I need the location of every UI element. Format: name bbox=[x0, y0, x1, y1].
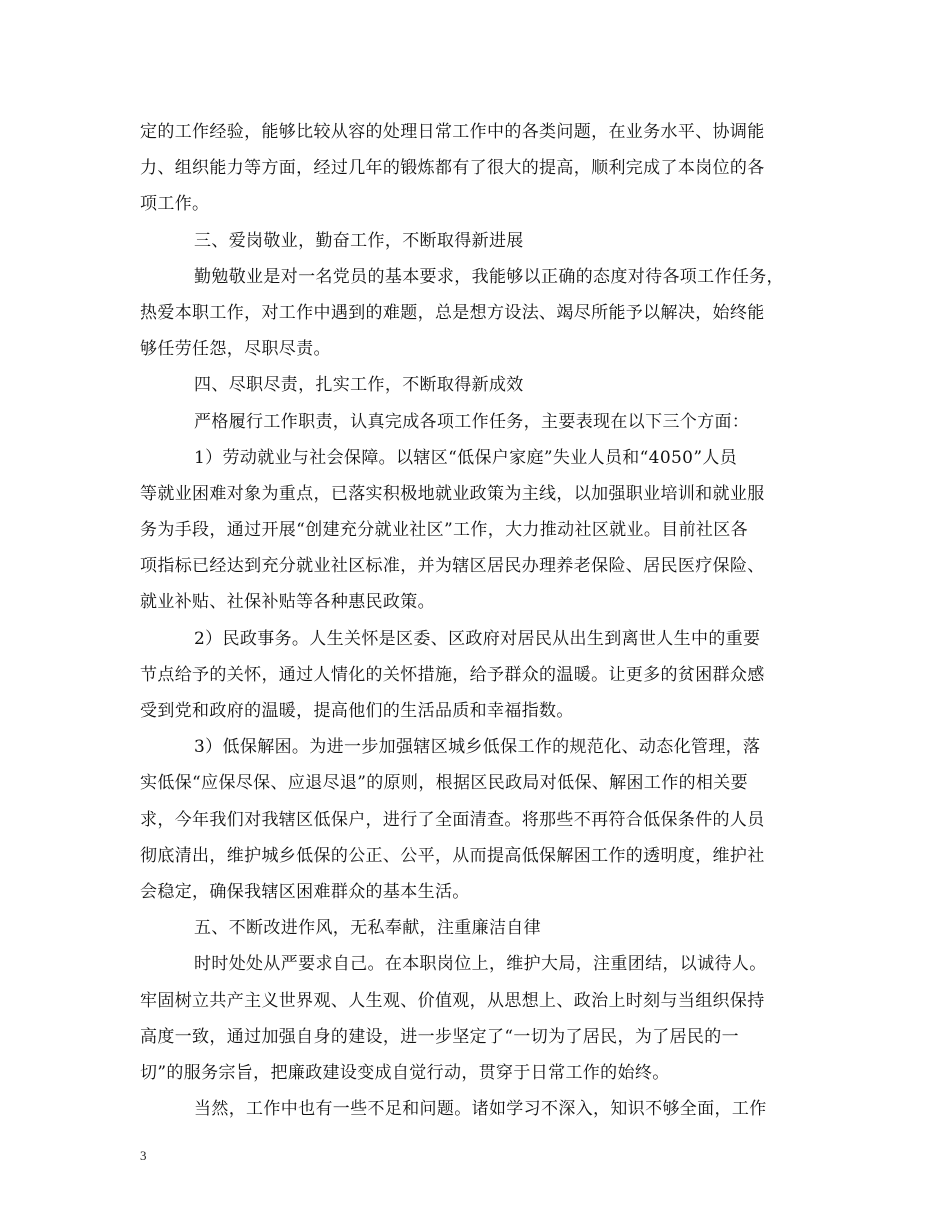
text-line: 力、组织能力等方面，经过几年的锻炼都有了很大的提高，顺利完成了本岗位的各 bbox=[140, 158, 765, 179]
text-line: 受到党和政府的温暖，提高他们的生活品质和幸福指数。 bbox=[140, 701, 574, 721]
text-line: 等就业困难对象为重点，已落实积极地就业政策为主线，以加强职业培训和就业服 bbox=[140, 483, 765, 504]
text-line: 实低保“应保尽保、应退尽退”的原则，根据区民政局对低保、解困工作的相关要 bbox=[140, 773, 748, 794]
text-line: 项工作。 bbox=[140, 194, 210, 215]
text-line: 节点给予的关怀，通过人情化的关怀措施，给予群众的温暖。让更多的贫困群众感 bbox=[140, 664, 765, 685]
text-line: 会稳定，确保我辖区困难群众的基本生活。 bbox=[140, 881, 470, 902]
list-item-start: 2）民政事务。人生关怀是区委、区政府对居民从出生到离世人生中的重要 bbox=[194, 628, 761, 649]
text-line: 够任劳任怨，尽职尽责。 bbox=[140, 339, 331, 360]
text-line: 求，今年我们对我辖区低保户，进行了全面清查。将那些不再符合低保条件的人员 bbox=[140, 809, 765, 830]
text-line: 牢固树立共产主义世界观、人生观、价值观，从思想上、政治上时刻与当组织保持 bbox=[140, 990, 765, 1011]
paragraph-start: 严格履行工作职责，认真完成各项工作任务，主要表现在以下三个方面： bbox=[194, 411, 750, 432]
page-number: 3 bbox=[140, 1148, 147, 1163]
paragraph-start: 当然，工作中也有一些不足和问题。诸如学习不深入，知识不够全面，工作 bbox=[194, 1099, 767, 1120]
text-line: 切”的服务宗旨，把廉政建设变成自觉行动，贯穿于日常工作的始终。 bbox=[140, 1062, 670, 1083]
list-item-start: 1）劳动就业与社会保障。以辖区“低保户家庭”失业人员和“4050”人员 bbox=[194, 447, 738, 468]
list-item-start: 3）低保解困。为进一步加强辖区城乡低保工作的规范化、动态化管理，落 bbox=[194, 737, 761, 758]
document-body bbox=[140, 114, 820, 1127]
text-line: 务为手段，通过开展“创建充分就业社区”工作，大力推动社区就业。目前社区各 bbox=[140, 520, 748, 541]
section-heading: 五、不断改进作风，无私奉献，注重廉洁自律 bbox=[194, 918, 541, 939]
text-line: 定的工作经验，能够比较从容的处理日常工作中的各类问题，在业务水平、协调能 bbox=[140, 122, 765, 142]
section-heading: 三、爱岗敬业，勤奋工作，不断取得新进展 bbox=[194, 230, 524, 251]
section-heading: 四、尽职尽责，扎实工作，不断取得新成效 bbox=[194, 375, 524, 396]
text-line: 彻底清出，维护城乡低保的公正、公平，从而提高低保解困工作的透明度，维护社 bbox=[140, 845, 765, 866]
paragraph-start: 时时处处从严要求自己。在本职岗位上，维护大局，注重团结，以诚待人。 bbox=[194, 954, 767, 975]
text-line: 高度一致，通过加强自身的建设，进一步坚定了“一切为了居民，为了居民的一 bbox=[140, 1026, 739, 1047]
text-line: 项指标已经达到充分就业社区标准，并为辖区居民办理养老保险、居民医疗保险、 bbox=[140, 556, 765, 577]
text-line: 就业补贴、社保补贴等各种惠民政策。 bbox=[140, 592, 435, 613]
paragraph-start: 勤勉敬业是对一名党员的基本要求，我能够以正确的态度对待各项工作任务， bbox=[194, 266, 784, 287]
text-line: 热爱本职工作，对工作中遇到的难题，总是想方设法、竭尽所能予以解决，始终能 bbox=[140, 302, 765, 323]
